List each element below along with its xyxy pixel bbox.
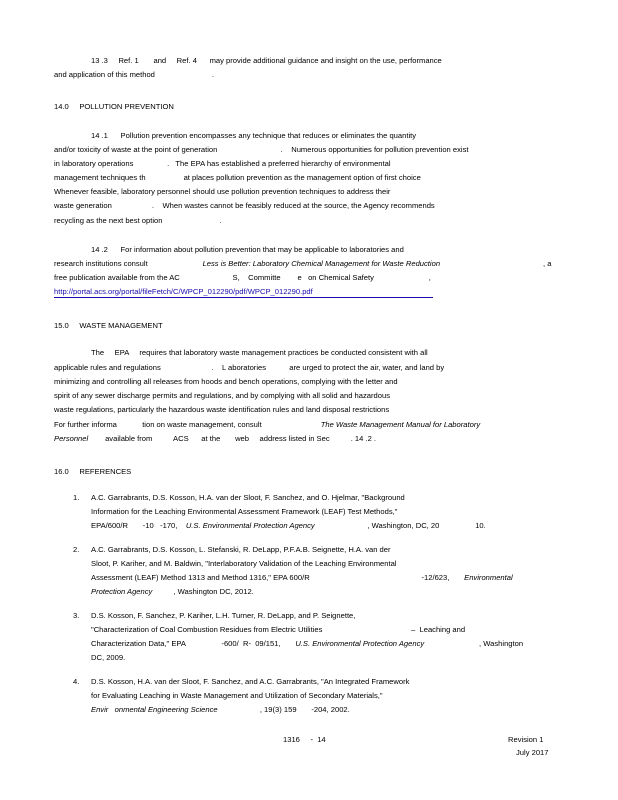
reference-text: Assessment (LEAF) Method 1313 and Method 1316," EPA 600/R -12/623, bbox=[91, 573, 465, 582]
reference-line bbox=[91, 573, 513, 583]
sec14-p1-line: and/or toxicity of waste at the point of generation . Numerous opportunities for pollution prevention exist bbox=[54, 145, 469, 154]
sec13-3-line1: 13 .3 Ref. 1 and Ref. 4 may provide additional guidance and insight on the use, performance bbox=[91, 56, 442, 65]
sec14-p2-line2 bbox=[54, 259, 552, 269]
reference-journal: Envir onmental Engineering Science bbox=[91, 705, 218, 714]
reference-text: , Washington, DC, 20 10. bbox=[314, 521, 486, 530]
sec14-p1-line: in laboratory operations . The EPA has established a preferred hierarchy of environmental bbox=[54, 159, 391, 168]
sec15-line: The EPA requires that laboratory waste management practices be conducted consistent with all bbox=[91, 348, 428, 357]
reference-publisher: U.S. Environmental Protection Agency bbox=[295, 639, 425, 648]
reference-text: Characterization Data," EPA -600/ R- 09/151, bbox=[91, 639, 296, 648]
reference-number: 4. bbox=[73, 677, 80, 686]
reference-line: "Characterization of Coal Combustion Residues from Electric Utilities – Leaching and bbox=[91, 625, 466, 634]
sec15-line: minimizing and controlling all releases from hoods and bench operations, complying with the letter and bbox=[54, 377, 398, 386]
sec15-line: applicable rules and regulations . L aboratories are urged to protect the air, water, and land by bbox=[54, 363, 445, 372]
sec14-p1-line: recycling as the next best option . bbox=[54, 216, 222, 225]
sec14-p1-line: 14 .1 Pollution prevention encompasses any technique that reduces or eliminates the quantity bbox=[91, 131, 417, 140]
reference-publisher: Environmental bbox=[464, 573, 513, 582]
section-heading-pollution-prevention: 14.0 POLLUTION PREVENTION bbox=[54, 102, 174, 111]
revision-date: July 2017 bbox=[516, 748, 549, 757]
sec14-p2-line2-end: , a bbox=[543, 259, 552, 268]
section-heading-references: 16.0 REFERENCES bbox=[54, 467, 132, 476]
sec15-line: spirit of any sewer discharge permits and regulations, and by complying with all solid and hazardous bbox=[54, 391, 390, 400]
reference-number: 1. bbox=[73, 493, 80, 502]
sec14-p2-line2-text: research institutions consult bbox=[54, 259, 203, 268]
reference-line: Sloot, P. Kariher, and M. Baldwin, "Interlaboratory Validation of the Leaching Environmental bbox=[91, 559, 397, 568]
sec14-p2-line1: 14 .2 For information about pollution prevention that may be applicable to laboratories and bbox=[91, 245, 404, 254]
revision-label: Revision 1 bbox=[508, 735, 544, 744]
reference-line bbox=[91, 705, 350, 715]
reference-line bbox=[91, 639, 523, 649]
sec15-line6 bbox=[54, 420, 480, 430]
reference-line: for Evaluating Leaching in Waste Management and Utilization of Secondary Materials," bbox=[91, 691, 383, 700]
reference-publisher: U.S. Environmental Protection Agency bbox=[185, 521, 315, 530]
sec15-line: waste regulations, particularly the hazardous waste identification rules and land disposal restrictions bbox=[54, 405, 390, 414]
sec13-3-line2: and application of this method . bbox=[54, 70, 214, 79]
reference-text: , Washington DC, 2012. bbox=[152, 587, 254, 596]
sec15-line7 bbox=[54, 434, 376, 444]
manual-title: The Waste Management Manual for Laboratory bbox=[320, 420, 481, 429]
sec14-p2-line3: free publication available from the AC S, Committe e on Chemical Safety , bbox=[54, 273, 431, 282]
reference-text: , Washington bbox=[424, 639, 524, 648]
reference-line: A.C. Garrabrants, D.S. Kosson, H.A. van der Sloot, F. Sanchez, and O. Hjelmar, "Background bbox=[91, 493, 405, 502]
acs-pdf-link[interactable]: http://portal.acs.org/portal/fileFetch/C/WPCP_012290/pdf/WPCP_012290.pdf bbox=[54, 287, 433, 298]
reference-line: D.S. Kosson, H.A. van der Sloot, F. Sanchez, and A.C. Garrabrants, "An Integrated Framework bbox=[91, 677, 410, 686]
reference-line bbox=[91, 521, 486, 531]
sec15-line7-text: available from ACS at the web address listed in Sec . 14 .2 . bbox=[88, 434, 377, 443]
manual-title-cont: Personnel bbox=[54, 434, 89, 443]
reference-text: EPA/600/R -10 -170, bbox=[91, 521, 186, 530]
reference-text: , 19(3) 159 -204, 2002. bbox=[217, 705, 350, 714]
section-heading-waste-management: 15.0 WASTE MANAGEMENT bbox=[54, 321, 163, 330]
sec15-line6-text: For further informa tion on waste management, consult bbox=[54, 420, 321, 429]
sec14-p1-line: waste generation . When wastes cannot be feasibly reduced at the source, the Agency recommends bbox=[54, 201, 435, 210]
publication-title: Less is Better: Laboratory Chemical Management for Waste Reduction bbox=[202, 259, 441, 268]
page-number: 1316 - 14 bbox=[283, 735, 326, 744]
reference-number: 3. bbox=[73, 611, 80, 620]
reference-line bbox=[91, 587, 254, 597]
reference-number: 2. bbox=[73, 545, 80, 554]
reference-line: Information for the Leaching Environmental Assessment Framework (LEAF) Test Methods," bbox=[91, 507, 398, 516]
reference-publisher: Protection Agency bbox=[91, 587, 153, 596]
reference-line: D.S. Kosson, F. Sanchez, P. Kariher, L.H. Turner, R. DeLapp, and P. Seignette, bbox=[91, 611, 356, 620]
reference-line: DC, 2009. bbox=[91, 653, 126, 662]
reference-line: A.C. Garrabrants, D.S. Kosson, L. Stefanski, R. DeLapp, P.F.A.B. Seignette, H.A. van der bbox=[91, 545, 391, 554]
sec14-p1-line: management techniques th at places pollution prevention as the management option of first choice bbox=[54, 173, 421, 182]
sec14-p1-line: Whenever feasible, laboratory personnel should use pollution prevention techniques to address their bbox=[54, 187, 391, 196]
